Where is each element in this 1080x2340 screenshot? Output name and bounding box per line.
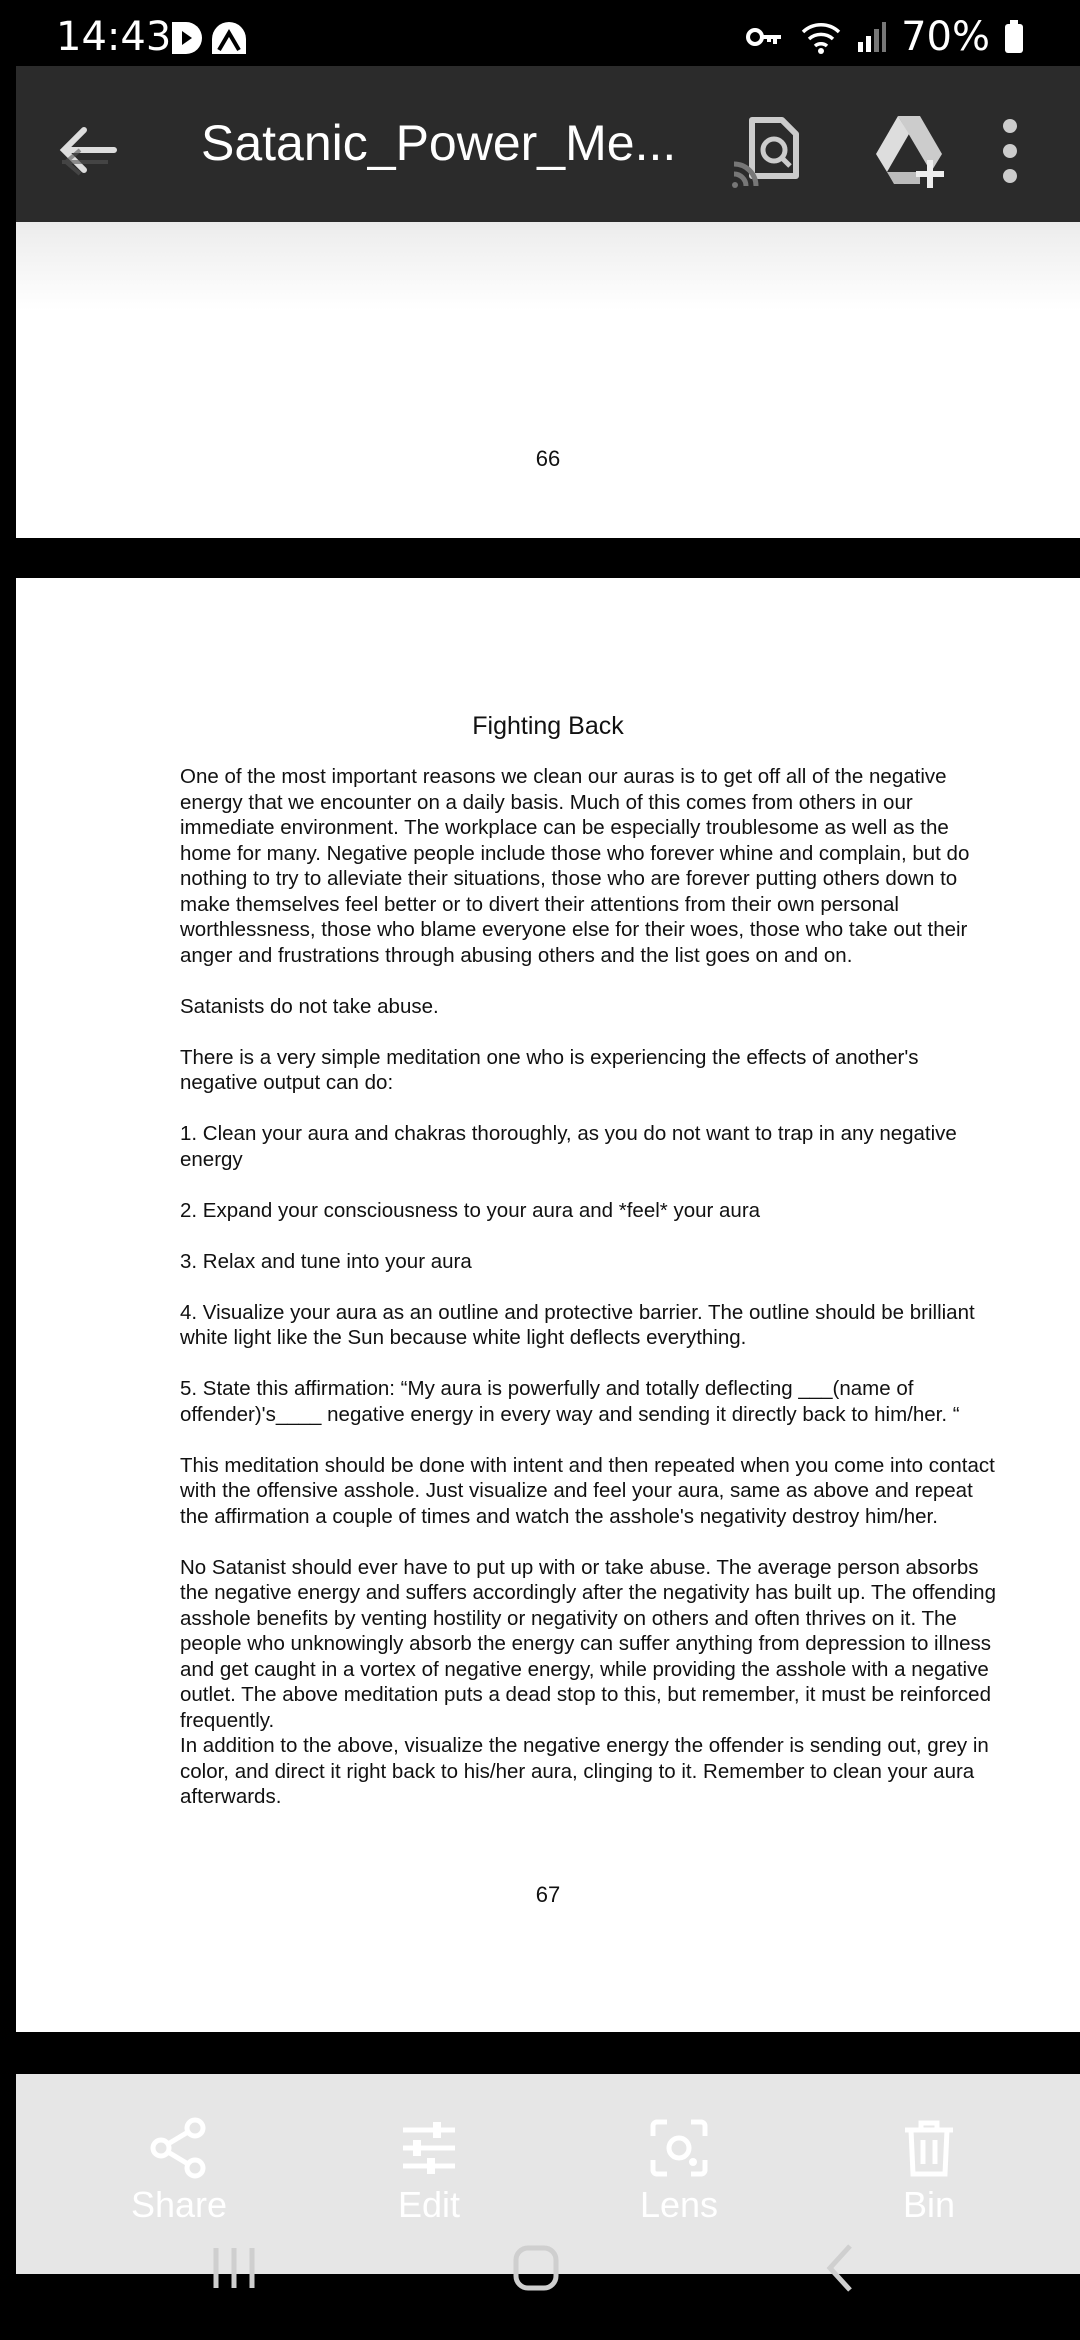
- paragraph: 1. Clean your aura and chakras thoroughly, as you do not want to trap in any negative energy: [180, 1122, 963, 1171]
- share-icon: [147, 2116, 211, 2180]
- share-label: Share: [130, 2184, 228, 2225]
- back-icon[interactable]: [800, 2226, 880, 2306]
- edit-label: Edit: [397, 2184, 461, 2225]
- page-67: [16, 578, 1080, 2032]
- drive-app-icon: [210, 20, 248, 56]
- sliders-icon: [397, 2116, 461, 2180]
- page-number: 67: [535, 1882, 561, 1907]
- page-body: [180, 764, 1000, 1835]
- lens-label: Lens: [639, 2184, 719, 2225]
- paragraph: One of the most important reasons we clean our auras is to get off all of the negative energy that we encounter on a daily basis. Much of this comes from others in our immediate environment. The workplace can be especially troublesome as well as the home for many. Negative people include those who forever whine and complain, but do nothing to try to alleviate their situations, those who are forever putting others down to make themselves feel better or to divert their attentions from their own personal worthlessness, those who blame everyone else for their woes, those who take out their anger and frustrations through abusing others and the list goes on and on.: [180, 765, 976, 967]
- battery-icon: [1004, 20, 1024, 54]
- home-icon[interactable]: [496, 2226, 576, 2306]
- app-bar: [16, 66, 1080, 222]
- recents-icon[interactable]: [194, 2226, 274, 2306]
- bin-label: Bin: [902, 2184, 956, 2225]
- paragraph: 3. Relax and tune into your aura: [180, 1249, 472, 1273]
- paragraph: 2. Expand your consciousness to your aura and *feel* your aura: [180, 1198, 761, 1222]
- lens-button[interactable]: [554, 2074, 804, 2274]
- page-heading: Fighting Back: [472, 712, 624, 740]
- cast-search-icon[interactable]: [726, 106, 816, 196]
- page-66: [16, 222, 1080, 538]
- paragraph: 4. Visualize your aura as an outline and protective barrier. The outline should be brilliant white light like the Sun because white light deflects everything.: [180, 1300, 981, 1349]
- document-viewer[interactable]: [0, 222, 1080, 2074]
- paragraph: There is a very simple meditation one who is experiencing the effects of another's negative output can do:: [180, 1045, 925, 1094]
- drive-add-icon[interactable]: [868, 106, 958, 196]
- trash-icon: [897, 2116, 961, 2180]
- wifi-icon: [799, 19, 843, 55]
- paragraph: 5. State this affirmation: “My aura is powerfully and totally deflecting ___(name of offender)'s____ negative energy in every way and sending it directly back to him/her. “: [180, 1377, 960, 1426]
- paragraph: No Satanist should ever have to put up with or take abuse. The average person absorbs the negative energy and suffers accordingly after the negativity has built up. The offending asshole benefits by venting hostility or negativity on others and often thrives on it. The people who unknowingly absorb the energy can suffer anything from depression to illness and get caught in a vortex of negative energy, while providing the asshole with a negative outlet. The above meditation puts a dead stop to this, but remember, it must be reinforced frequently.: [180, 1555, 1002, 1732]
- battery-percent: 70%: [901, 14, 990, 60]
- paragraph: In addition to the above, visualize the negative energy the offender is sending out, grey in color, and direct it right back to his/her aura, clinging to it. Remember to clean your aura afterwards.: [180, 1734, 995, 1808]
- lens-icon: [647, 2116, 711, 2180]
- signal-icon: [857, 20, 887, 54]
- key-icon: [745, 22, 785, 52]
- d-app-icon: [168, 20, 204, 56]
- document-title: Satanic_Power_Me...: [201, 115, 677, 171]
- paragraph: This meditation should be done with intent and then repeated when you come into contact with the offensive asshole. Just visualize and feel your aura, same as above and repeat the affirmation a couple of times and watch the asshole's negativity destroy him/her.: [180, 1453, 1001, 1528]
- more-vert-icon[interactable]: [990, 106, 1030, 196]
- status-time: 14:43: [56, 14, 172, 60]
- paragraph: Satanists do not take abuse.: [180, 994, 439, 1018]
- page-number: 66: [535, 446, 561, 471]
- status-bar: [0, 0, 1080, 64]
- back-arrow-icon[interactable]: [48, 110, 128, 190]
